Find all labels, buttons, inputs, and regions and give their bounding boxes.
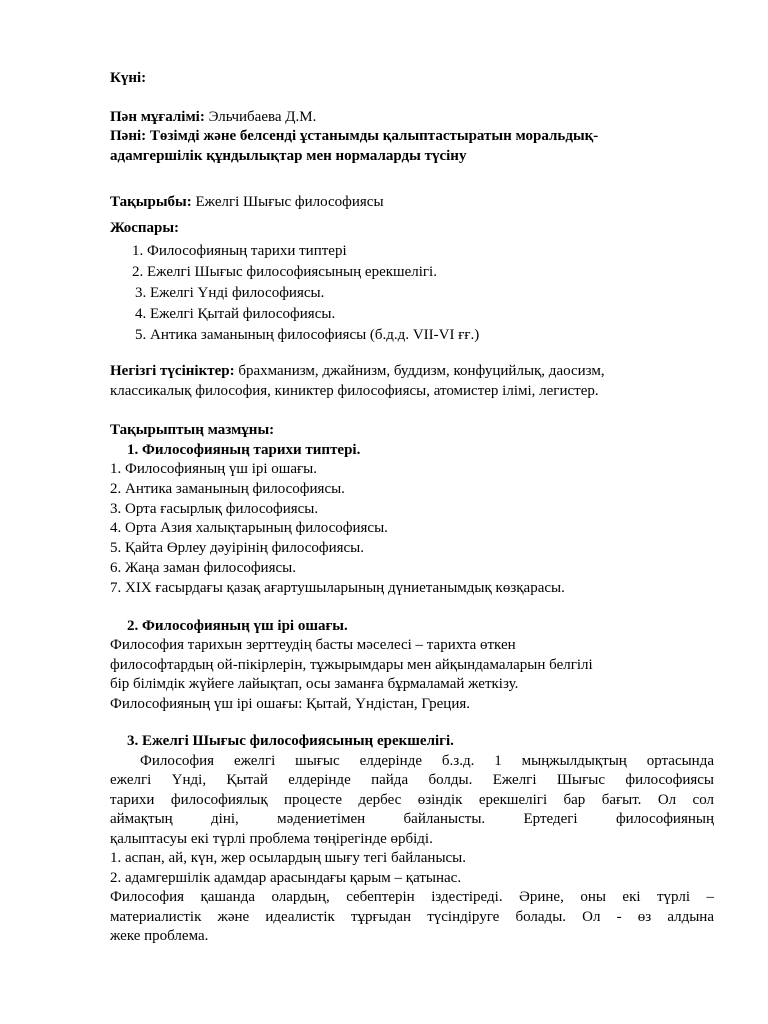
list-item: 5. Қайта Өрлеу дәуірінің философиясы. — [110, 540, 364, 557]
list-item: 2. Антика заманының философиясы. — [110, 480, 345, 497]
content-label: Тақырыптың мазмұны: — [110, 422, 275, 438]
paragraph-line: тарихи философиялық процесте дербес өзіндік ерекшелігі бар бағыт. Ол сол — [110, 791, 714, 808]
list-item: 3. Орта ғасырлық философиясы. — [110, 500, 319, 517]
paragraph-line: ежелгі Үнді, Қытай елдерінде пайда болды. Ежелгі Шығыс философиясы — [110, 772, 714, 789]
subject-line — [110, 127, 714, 147]
paragraph-line: қалыптасуы екі түрлі проблема төңірегінде өрбіді. — [110, 830, 433, 847]
list-item: 7. XIX ғасырдағы қазақ ағартушыларының дүниетанымдық көзқарасы. — [110, 579, 565, 596]
paragraph-line: материалистік және идеалистік тұрғыдан түсіндіруге болады. Ол - өз алдына — [110, 908, 714, 925]
concepts-label: Негізгі түсініктер: — [110, 363, 235, 379]
topic-value: Ежелгі Шығыс философиясы — [191, 194, 384, 210]
teacher-label: Пән мұғалімі: — [110, 108, 205, 125]
plan-item: 3. Ежелгі Үнді философиясы. — [135, 285, 325, 301]
section-1-list — [110, 460, 714, 599]
plan-item: 2. Ежелгі Шығыс философиясының ерекшелігі. — [132, 264, 437, 280]
topic-line — [110, 193, 714, 213]
list-item: 4. Орта Азия халықтарының философиясы. — [110, 520, 388, 537]
concepts-line-1 — [110, 362, 714, 382]
plan-item: 5. Антика заманының философиясы (б.д.д. VII-VI ғғ.) — [135, 327, 480, 343]
plan-item: 4. Ежелгі Қытай философиясы. — [135, 306, 336, 322]
date-label: Күні: — [110, 70, 147, 86]
paragraph-line: аймақтың діні, мәдениетімен байланысты. Ертедегі философияның — [110, 811, 714, 828]
paragraph-line: Философия қашанда олардың, себептерін іздестіреді. Әрине, оны екі түрлі – — [110, 889, 714, 906]
paragraph-line: жеке проблема. — [110, 928, 209, 945]
list-item: 1. Философияның үш ірі ошағы. — [110, 461, 317, 477]
section-1-heading: 1. Философияның тарихи типтері. — [127, 441, 361, 458]
paragraph-line: Философияның үш ірі ошағы: Қытай, Үндістан, Греция. — [110, 695, 470, 712]
subject-title-line-1: Төзімді және белсенді ұстанымды қалыптастыратын моральдық- — [146, 128, 599, 144]
paragraph-line: философтардың ой-пікірлерін, тұжырымдары мен айқындамаларын белгілі — [110, 656, 593, 673]
list-item: 6. Жаңа заман философиясы. — [110, 559, 296, 576]
section-2-heading: 2. Философияның үш ірі ошағы. — [127, 617, 348, 634]
section-3-heading: 3. Ежелгі Шығыс философиясының ерекшелігі. — [127, 733, 454, 750]
plan-label: Жоспары: — [110, 219, 180, 236]
subject-title-line-2: адамгершілік құндылықтар мен нормаларды түсіну — [110, 147, 467, 164]
paragraph-line: бір білімдік жүйеге лайықтап, осы заманға бұрмаламай жеткізу. — [110, 676, 519, 693]
point-item: 2. адамгершілік адамдар арасындағы қарым – қатынас. — [110, 869, 462, 886]
paragraph-line: Философия тарихын зерттеудің басты мәселесі – тарихта өткен — [110, 637, 516, 654]
plan-item: 1. Философияның тарихи типтері — [132, 243, 347, 259]
paragraph-line: Философия ежелгі шығыс елдерінде б.з.д. 1 мыңжылдықтың ортасында — [140, 752, 714, 769]
plan-list — [110, 241, 714, 346]
topic-label: Тақырыбы: — [110, 194, 192, 210]
point-item: 1. аспан, ай, күн, жер осылардың шығу тегі байланысы. — [110, 850, 467, 867]
concepts-text-1: брахманизм, джайнизм, буддизм, конфуцийлық, даосизм, — [234, 363, 605, 379]
document-page — [110, 69, 714, 947]
teacher-line — [110, 108, 714, 128]
teacher-name: Эльчибаева Д.М. — [204, 108, 317, 125]
concepts-line-2: классикалық философия, киниктер философиясы, атомистер ілімі, легистер. — [110, 382, 599, 399]
subject-label: Пәні: — [110, 128, 147, 144]
